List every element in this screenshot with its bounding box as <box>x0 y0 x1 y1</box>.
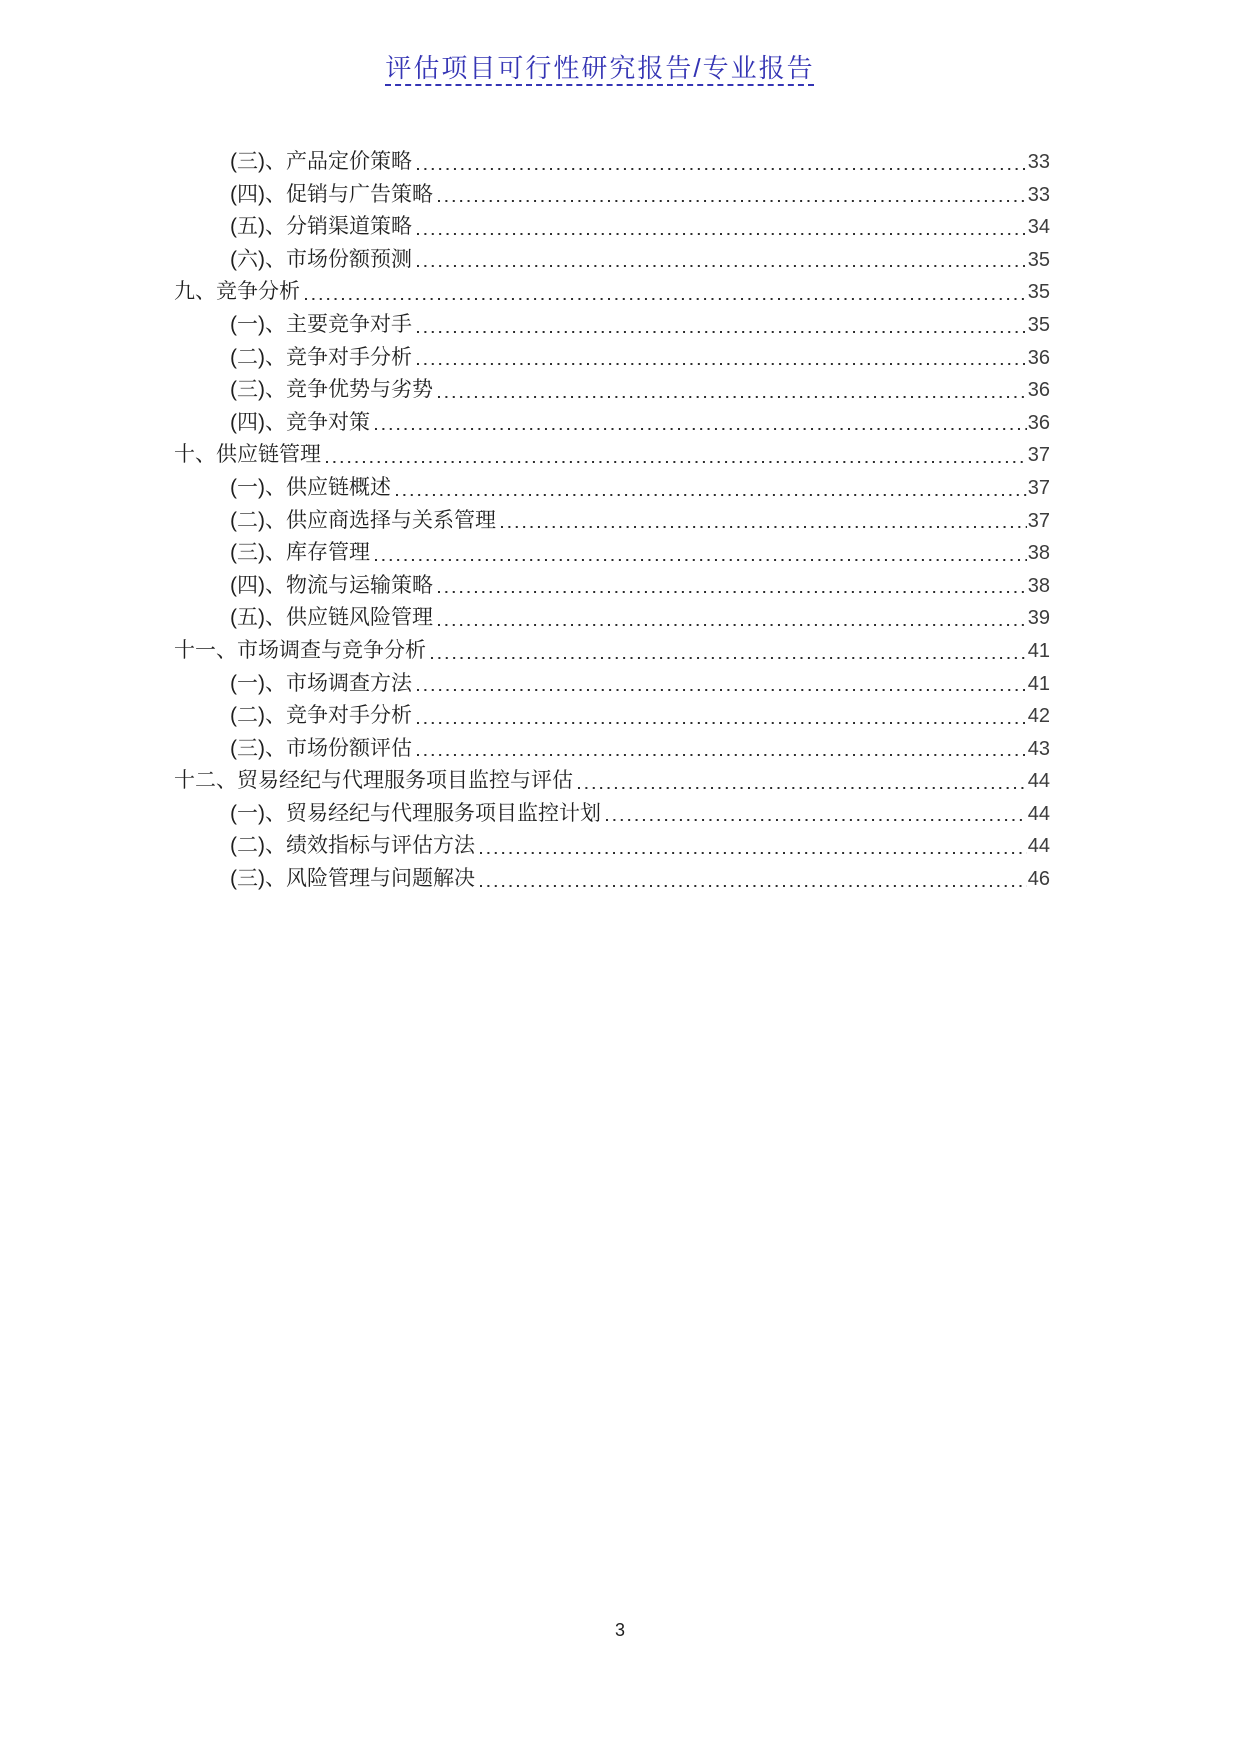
toc-dot-leader <box>438 179 1027 212</box>
toc-entry-page: 38 <box>1027 574 1050 597</box>
toc-dot-leader <box>417 211 1027 244</box>
toc-entry-page: 37 <box>1027 476 1050 499</box>
toc-dot-leader <box>438 602 1027 635</box>
toc-entry-page: 39 <box>1027 607 1050 630</box>
toc-entry-label: (三)、风险管理与问题解决 <box>230 867 475 891</box>
toc-entry-label: (一)、贸易经纪与代理服务项目监控计划 <box>230 801 601 825</box>
toc-entry[interactable] <box>174 211 1050 244</box>
toc-entry-page: 33 <box>1027 183 1050 206</box>
toc-entry-page: 35 <box>1027 313 1050 336</box>
toc-entry-label: (四)、促销与广告策略 <box>230 182 433 206</box>
toc-entry[interactable] <box>174 570 1050 603</box>
toc-entry-page: 41 <box>1027 639 1050 662</box>
toc-entry[interactable] <box>174 668 1050 701</box>
toc-dot-leader <box>417 309 1027 342</box>
toc-dot-leader <box>438 570 1027 603</box>
toc-dot-leader <box>417 146 1027 179</box>
toc-dot-leader <box>417 700 1027 733</box>
toc-dot-leader <box>417 244 1027 277</box>
toc-entry-page: 37 <box>1027 509 1050 532</box>
toc-entry[interactable] <box>174 146 1050 179</box>
toc-entry-label: (三)、库存管理 <box>230 541 370 565</box>
toc-entry[interactable] <box>174 309 1050 342</box>
toc-entry-page: 41 <box>1027 672 1050 695</box>
toc-entry-page: 44 <box>1027 835 1050 858</box>
toc-entry-label: 九、竞争分析 <box>174 280 300 304</box>
toc-entry-page: 36 <box>1027 411 1050 434</box>
toc-entry-label: (一)、主要竞争对手 <box>230 312 412 336</box>
toc-dot-leader <box>438 374 1027 407</box>
toc-entry-label: (四)、竞争对策 <box>230 410 370 434</box>
toc-entry[interactable] <box>174 700 1050 733</box>
document-header <box>0 48 1200 85</box>
toc-entry-label: (二)、竞争对手分析 <box>230 704 412 728</box>
toc-dot-leader <box>417 668 1027 701</box>
toc-dot-leader <box>417 342 1027 375</box>
toc-entry-page: 44 <box>1027 770 1050 793</box>
page-footer <box>0 1620 1240 1641</box>
toc-entry[interactable] <box>174 244 1050 277</box>
toc-entry[interactable] <box>174 537 1050 570</box>
toc-dot-leader <box>501 505 1027 538</box>
toc-entry-label: (五)、供应链风险管理 <box>230 606 433 630</box>
toc-entry[interactable] <box>174 602 1050 635</box>
toc-dot-leader <box>305 276 1027 309</box>
toc-entry-page: 42 <box>1027 705 1050 728</box>
toc-entry-label: 十、供应链管理 <box>174 443 321 467</box>
toc-dot-leader <box>606 798 1027 831</box>
toc-entry-page: 38 <box>1027 542 1050 565</box>
toc-entry[interactable] <box>174 439 1050 472</box>
toc-entry[interactable] <box>174 863 1050 896</box>
toc-entry[interactable] <box>174 733 1050 766</box>
toc-entry[interactable] <box>174 472 1050 505</box>
toc-entry-page: 36 <box>1027 379 1050 402</box>
toc-entry-page: 33 <box>1027 151 1050 173</box>
toc-entry-label: (六)、市场份额预测 <box>230 247 412 271</box>
toc-entry[interactable] <box>174 374 1050 407</box>
toc-dot-leader <box>417 733 1027 766</box>
toc-dot-leader <box>480 863 1027 896</box>
toc-dot-leader <box>578 765 1027 798</box>
toc-dot-leader <box>480 830 1027 863</box>
toc-entry-page: 43 <box>1027 737 1050 760</box>
toc-entry-page: 34 <box>1027 216 1050 239</box>
toc-entry-label: (二)、供应商选择与关系管理 <box>230 508 496 532</box>
toc-entry-label: (二)、竞争对手分析 <box>230 345 412 369</box>
toc-entry[interactable] <box>174 798 1050 831</box>
toc-entry-label: (三)、竞争优势与劣势 <box>230 378 433 402</box>
toc-entry-page: 35 <box>1027 248 1050 271</box>
toc-entry-label: (三)、市场份额评估 <box>230 736 412 760</box>
toc-entry-label: (三)、产品定价策略 <box>230 150 412 173</box>
toc-entry[interactable] <box>174 276 1050 309</box>
toc-dot-leader <box>375 537 1027 570</box>
toc-entry-page: 37 <box>1027 444 1050 467</box>
toc-entry[interactable] <box>174 505 1050 538</box>
toc-entry[interactable] <box>174 179 1050 212</box>
toc-entry-label: (二)、绩效指标与评估方法 <box>230 834 475 858</box>
table-of-contents <box>174 146 1050 896</box>
toc-entry[interactable] <box>174 830 1050 863</box>
toc-entry-label: (一)、市场调查方法 <box>230 671 412 695</box>
toc-entry[interactable] <box>174 407 1050 440</box>
toc-entry-page: 46 <box>1027 868 1050 891</box>
toc-entry-label: (一)、供应链概述 <box>230 475 391 499</box>
toc-entry[interactable] <box>174 342 1050 375</box>
toc-dot-leader <box>326 439 1027 472</box>
toc-entry-label: (四)、物流与运输策略 <box>230 573 433 597</box>
toc-entry-label: 十一、市场调查与竞争分析 <box>174 638 426 662</box>
toc-dot-leader <box>375 407 1027 440</box>
toc-dot-leader <box>431 635 1027 668</box>
toc-entry-page: 36 <box>1027 346 1050 369</box>
toc-entry[interactable] <box>174 635 1050 668</box>
header-title-link[interactable]: 评估项目可行性研究报告/专业报告 <box>385 53 815 83</box>
toc-entry-label: 十二、贸易经纪与代理服务项目监控与评估 <box>174 769 573 793</box>
toc-entry[interactable] <box>174 765 1050 798</box>
toc-dot-leader <box>396 472 1027 505</box>
footer-page-number: 3 <box>614 1620 625 1640</box>
toc-entry-page: 35 <box>1027 281 1050 304</box>
toc-entry-page: 44 <box>1027 802 1050 825</box>
toc-entry-label: (五)、分销渠道策略 <box>230 215 412 239</box>
